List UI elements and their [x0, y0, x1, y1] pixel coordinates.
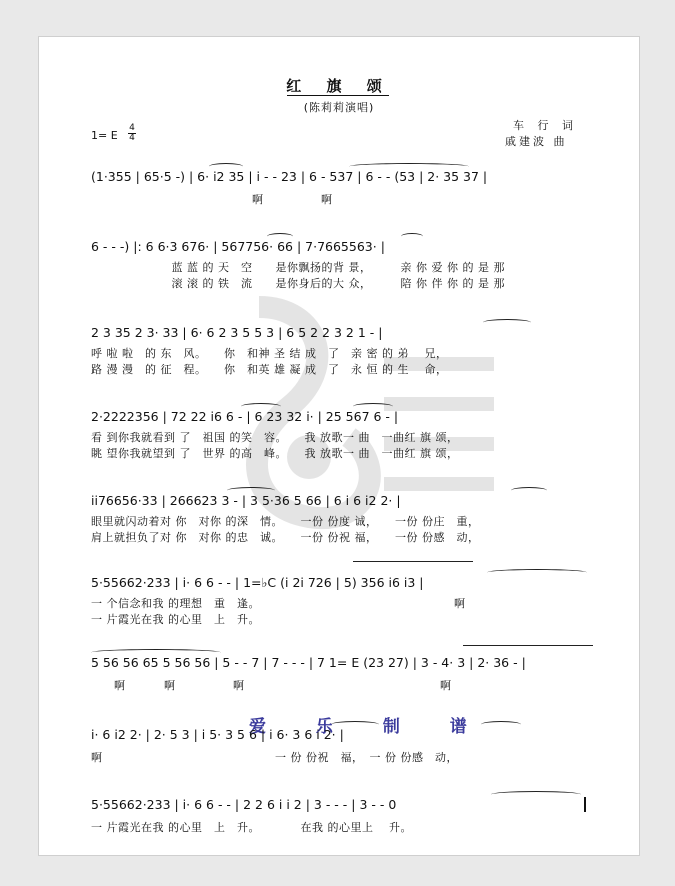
slur-mark	[349, 163, 469, 170]
lyric-line: 眼里就闪动着对 你 对你 的深 情。 一份 份度 诚， 一份 份庄 重，	[91, 515, 480, 528]
notation-line: 6 - - -) |: 6 6·3 676· | 567756· 66 | 7·7665563· |	[91, 239, 385, 254]
lyric-line: 眺 望你我就望到 了 世界 的高 峰。 我 放歌一 曲 一曲红 旗 颂，	[91, 447, 459, 460]
slur-mark	[241, 403, 281, 410]
notation-line: 2·2222356 | 72 22 i6 6 - | 6 23 32 i· | 25 567 6 - |	[91, 409, 399, 424]
song-subtitle: (陈莉莉演唱)	[303, 101, 375, 114]
composer-credit: 戚建波 曲	[505, 135, 568, 148]
lyric-line: 路 漫 漫 的 征 程。 你 和英 雄 凝 成 了 永 恒 的 生 命，	[91, 363, 448, 376]
notation-line: i· 6 i2 2· | 2· 5 3 | i 5· 3 5 6 | i 6· 3 6 i 2· |	[91, 727, 344, 742]
slur-mark	[487, 569, 587, 576]
slur-mark	[401, 233, 423, 240]
slur-mark	[227, 487, 275, 494]
watermark-text: 爱 乐 制 谱	[249, 717, 489, 737]
lyric-line: 啊 一 份 份祝 福， 一 份 份感 动，	[91, 751, 458, 764]
slur-mark	[267, 233, 293, 240]
lyric-line: 啊 啊	[91, 193, 333, 206]
lyric-line: 滚 滚 的 铁 流 是你身后的大 众， 陪 你 伴 你 的 是 那	[91, 277, 505, 290]
title-underline	[287, 95, 389, 96]
lyric-line: 蓝 蓝 的 天 空 是你飘扬的背 景， 亲 你 爱 你 的 是 那	[91, 261, 505, 274]
time-signature-bottom: 4	[129, 133, 135, 143]
notation-line: 5·55662·233 | i· 6 6 - - | 2 2 6 i i 2 | 3 - - - | 3 - - 0	[91, 797, 397, 812]
lyricist-credit: 车 行 词	[513, 119, 578, 132]
notation-line: (1·355 | 65·5 -) | 6· i2 35 | i - - 23 | 6 - 537 | 6 - - (53 | 2· 35 37 |	[91, 169, 488, 184]
notation-line: 2 3 35 2 3· 33 | 6· 6 2 3 5 5 3 | 6 5 2 2 3 2 1 - |	[91, 325, 383, 340]
slur-mark	[331, 721, 379, 728]
slur-mark	[353, 403, 393, 410]
time-signature-top: 4	[129, 123, 135, 133]
song-title: 红 旗 颂	[286, 77, 392, 95]
time-signature	[127, 124, 137, 143]
lyric-line: 肩上就担负了对 你 对你 的忠 诚。 一份 份祝 福， 一份 份感 动，	[91, 531, 480, 544]
slur-mark	[209, 163, 243, 170]
notation-line: 5·55662·233 | i· 6 6 - - | 1=♭C (i 2i 726 | 5) 356 i6 i3 |	[91, 575, 424, 590]
slur-mark	[481, 721, 521, 728]
lyric-line: 啊 啊 啊 啊	[91, 679, 452, 692]
score-page	[38, 36, 640, 856]
final-barline	[584, 797, 586, 812]
notation-line: ii76656·33 | 266623 3 - | 3 5·36 5 66 | 6 i 6 i2 2· |	[91, 493, 401, 508]
lyric-line: 看 到你我就看到 了 祖国 的笑 容。 我 放歌一 曲 一曲红 旗 颂，	[91, 431, 459, 444]
slur-mark	[91, 649, 221, 656]
bracket-mark	[353, 561, 473, 562]
key-signature: 1= E	[91, 129, 118, 142]
lyric-line: 一 片霞光在我 的心里 上 升。 在我 的心里上 升。	[91, 821, 412, 834]
lyric-line: 一 个信念和我 的理想 重 逢。 啊	[91, 597, 466, 610]
lyric-line: 一 片霞光在我 的心里 上 升。	[91, 613, 260, 626]
lyric-line: 呼 啦 啦 的 东 风。 你 和神 圣 结 成 了 亲 密 的 弟 兄，	[91, 347, 448, 360]
slur-mark	[491, 791, 581, 798]
bracket-mark	[463, 645, 593, 646]
slur-mark	[511, 487, 547, 494]
notation-line: 5 56 56 65 5 56 56 | 5 - - 7 | 7 - - - | 7 1= E (23 27) | 3 - 4· 3 | 2· 36 - |	[91, 655, 526, 670]
slur-mark	[483, 319, 531, 326]
